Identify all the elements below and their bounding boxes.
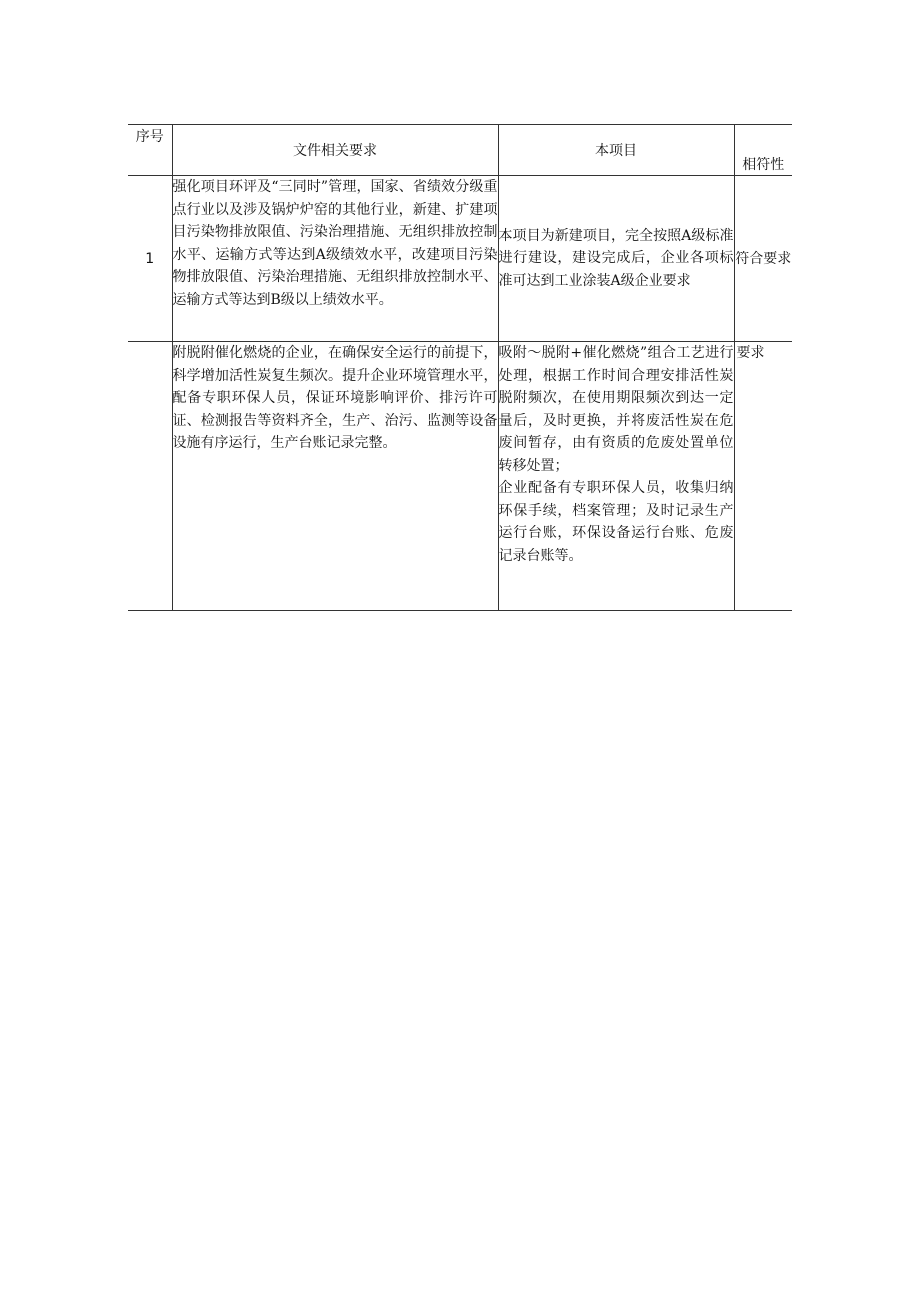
project-paragraph: 吸附～脱附+催化燃烧”组合工艺进行处理，根据工作时间合理安排活性炭脱附频次，在使用期限频次到达一定量后，及时更换，并将废活性炭在危废间暂存，由有资质的危废处置单位转移处置；	[498, 345, 734, 474]
row-project	[498, 342, 734, 611]
project-paragraph: 企业配备有专职环保人员，收集归纳环保手续，档案管理；及时记录生产运行台账，环保设备运行台账、危废记录台账等。	[498, 480, 734, 564]
table-row	[128, 342, 792, 611]
table-header-row	[128, 125, 792, 176]
header-seq: 序号	[128, 125, 172, 176]
table-row	[128, 176, 792, 342]
header-conformity: 相符性	[734, 125, 792, 176]
header-requirement: 文件相关要求	[172, 125, 498, 176]
header-project: 本项目	[498, 125, 734, 176]
row-seq: 1	[128, 176, 172, 342]
row-requirement: 附脱附催化燃烧的企业，在确保安全运行的前提下，科学增加活性炭复生频次。提升企业环境管理水平，配备专职环保人员，保证环境影响评价、排污许可证、检测报告等资料齐全，生产、治污、监测等设备设施有序运行，生产台账记录完整。	[172, 342, 498, 611]
row-project: 本项目为新建项目，完全按照A级标准进行建设，建设完成后，企业各项标准可达到工业涂装A级企业要求	[498, 176, 734, 342]
row-conformity: 符合要求	[734, 176, 792, 342]
row-conformity: 要求	[734, 342, 792, 611]
row-seq	[128, 342, 172, 611]
compliance-table	[128, 124, 792, 611]
row-requirement: 强化项目环评及“三同时”管理，国家、省绩效分级重点行业以及涉及锅炉炉窑的其他行业，新建、扩建项目污染物排放限值、污染治理措施、无组织排放控制水平、运输方式等达到A级绩效水平，改建项目污染物排放限值、污染治理措施、无组织排放控制水平、运输方式等达到B级以上绩效水平。	[172, 176, 498, 342]
